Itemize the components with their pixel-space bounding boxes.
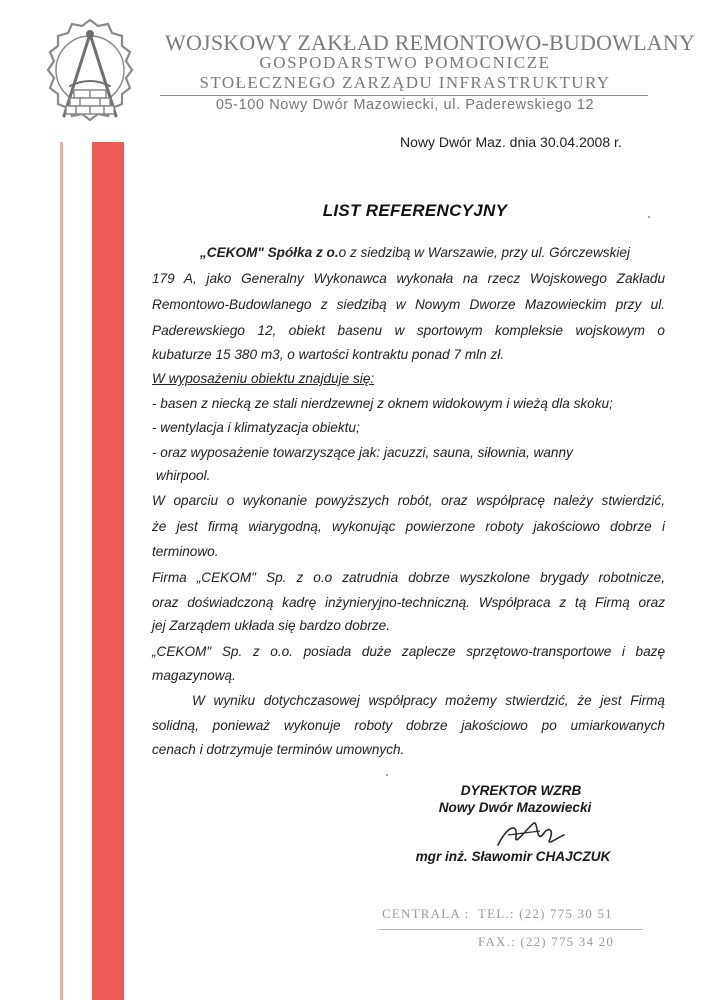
- body-line: magazynową.: [152, 668, 236, 683]
- body-line: Paderewskiego 12, obiekt basenu w sportowym kompleksie wojskowym o: [152, 323, 665, 338]
- signatory-name: mgr inż. Sławomir CHAJCZUK: [415, 849, 611, 864]
- letterhead-address: 05-100 Nowy Dwór Mazowiecki, ul. Paderewskiego 12: [215, 97, 595, 113]
- body-line: „CEKOM" Spółka z o.o z siedzibą w Warszawie, przy ul. Górczewskiej: [200, 245, 630, 260]
- footer-divider: [378, 929, 643, 930]
- company-name: „CEKOM" Spółka z o.: [200, 245, 339, 260]
- footer-phone-label: CENTRALA :: [382, 906, 470, 921]
- company-logo-icon: [40, 16, 140, 134]
- body-line: W oparciu o wykonanie powyższych robót, oraz współpracę należy stwierdzić,: [152, 493, 665, 508]
- body-line: oraz doświadczoną kadrę inżynieryjno-techniczną. Współpraca z tą Firmą oraz: [152, 595, 665, 610]
- body-line: kubaturze 15 380 m3, o wartości kontraktu ponad 7 mln zł.: [152, 347, 505, 362]
- body-line: że jest firmą wiarygodną, wykonując powierzone roboty jakościowo dobrze i: [152, 519, 665, 534]
- footer-fax: FAX.: (22) 775 34 20: [478, 934, 615, 949]
- footer-phone: TEL.: (22) 775 30 51: [478, 906, 613, 921]
- scan-speck: [648, 216, 650, 218]
- equipment-heading: W wyposażeniu obiektu znajduje się:: [152, 371, 375, 386]
- body-line: 179 A, jako Generalny Wykonawca wykonała na rzecz Wojskowego Zakładu: [152, 271, 665, 286]
- list-item: - basen z niecką ze stali nierdzewnej z oknem widokowym i wieżą dla skoku;: [152, 396, 613, 411]
- list-item-continuation: whirpool.: [156, 468, 211, 483]
- list-item: - oraz wyposażenie towarzyszące jak: jacuzzi, sauna, siłownia, wanny: [152, 445, 573, 460]
- body-line: solidną, ponieważ wykonuje roboty dobrze jakościowo po umiarkowanych: [152, 718, 665, 733]
- letter-title: LIST REFERENCYJNY: [322, 201, 508, 220]
- body-line: „CEKOM" Sp. z o.o. posiada duże zaplecze sprzętowo-transportowe i bazę: [152, 644, 665, 659]
- list-item: - wentylacja i klimatyzacja obiektu;: [152, 420, 360, 435]
- letterhead-divider: [160, 95, 648, 96]
- body-line: W wyniku dotychczasowej współpracy możemy stwierdzić, że jest Firmą: [192, 693, 665, 708]
- body-line: Remontowo-Budowlanego z siedzibą w Nowym Dworze Mazowieckim przy ul.: [152, 297, 665, 312]
- decorative-stripe-wide: [92, 142, 124, 1000]
- body-line: terminowo.: [152, 544, 219, 559]
- signatory-position: DYREKTOR WZRB: [460, 783, 582, 798]
- body-line: Firma „CEKOM" Sp. z o.o zatrudnia dobrze wyszkolone brygady robotnicze,: [152, 570, 665, 585]
- body-line: jej Zarządem układa się bardzo dobrze.: [152, 618, 391, 633]
- decorative-stripe-thin: [60, 142, 63, 1000]
- signatory-place: Nowy Dwór Mazowiecki: [438, 800, 592, 815]
- letterhead-company-name: WOJSKOWY ZAKŁAD REMONTOWO-BUDOWLANY: [165, 30, 696, 55]
- scan-speck: [386, 774, 388, 776]
- letterhead-subtitle-2: STOŁECZNEGO ZARZĄDU INFRASTRUKTURY: [199, 73, 611, 92]
- letter-date: Nowy Dwór Maz. dnia 30.04.2008 r.: [400, 134, 622, 150]
- body-line: cenach i dotrzymuje terminów umownych.: [152, 742, 405, 757]
- letterhead-subtitle: GOSPODARSTWO POMOCNICZE: [259, 53, 551, 72]
